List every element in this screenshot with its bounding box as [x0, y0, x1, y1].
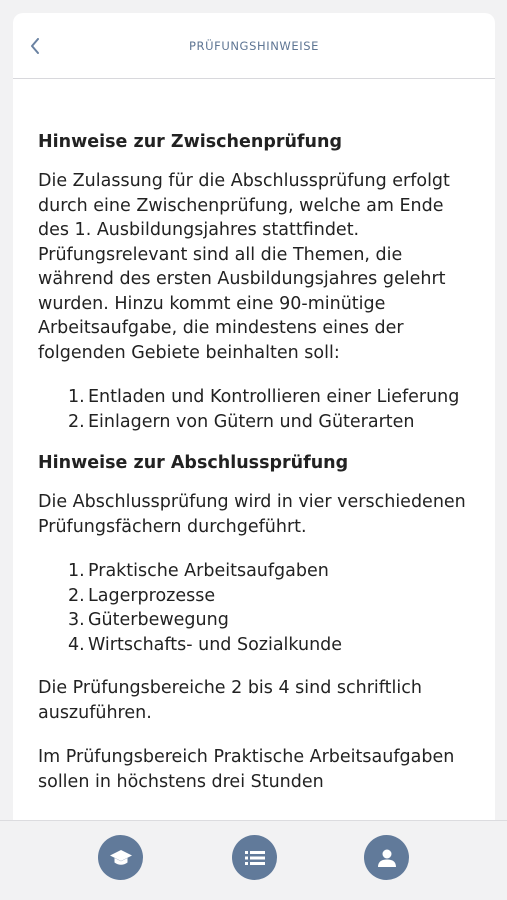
list-icon — [245, 850, 265, 866]
section-paragraph: Die Prüfungsbereiche 2 bis 4 sind schriftlich auszuführen. — [38, 678, 422, 723]
section-paragraph: Die Abschlussprüfung wird in vier verschiedenen Prüfungsfächern durchgeführt. — [38, 492, 466, 537]
chevron-left-icon — [30, 38, 40, 54]
list-item — [68, 385, 470, 410]
list-text: Praktische Arbeitsaufgaben — [88, 561, 329, 581]
list-text: Wirtschafts- und Sozialkunde — [88, 634, 343, 655]
list-item — [68, 410, 470, 435]
list-text: Lagerprozesse — [88, 585, 216, 606]
list-number: 2. — [68, 411, 85, 432]
list-text: Entladen und Kontrollieren einer Lieferung — [88, 387, 460, 407]
nav-button-profile[interactable] — [364, 835, 409, 880]
list-number: 1. — [68, 387, 85, 407]
section-heading-abschlusspruefung: Hinweise zur Abschlussprüfung — [38, 453, 349, 473]
ordered-list — [38, 559, 470, 657]
graduation-cap-icon — [109, 846, 133, 870]
list-item — [68, 559, 470, 584]
scroll-content[interactable] — [13, 79, 495, 794]
nav-button-list[interactable] — [232, 835, 277, 880]
list-number: 4. — [68, 634, 85, 655]
section-heading-zwischenpruefung: Hinweise zur Zwischenprüfung — [38, 132, 342, 152]
content-card — [13, 13, 495, 900]
list-number: 1. — [68, 561, 85, 581]
list-number: 3. — [68, 610, 85, 630]
list-item — [68, 584, 470, 609]
list-text: Einlagern von Gütern und Güterarten — [88, 411, 415, 432]
header-bar — [13, 13, 495, 79]
section-paragraph: Die Zulassung für die Abschlussprüfung erfolgt durch eine Zwischenprüfung, welche am Ende des 1. Ausbildungsjahres stattfindet. Prüfungsrelevant sind all die Themen, die während des ersten Ausbildungsjahres gelehrt wurden. Hinzu kommt eine 90-minütige Arbeitsaufgabe, die mindestens eines der folgenden Gebiete beinhalten soll: — [38, 171, 450, 363]
person-icon — [377, 848, 397, 868]
list-text: Güterbewegung — [88, 610, 229, 630]
list-number: 2. — [68, 585, 85, 606]
nav-button-education[interactable] — [98, 835, 143, 880]
list-item — [68, 608, 470, 633]
back-button[interactable] — [25, 34, 45, 58]
ordered-list — [38, 385, 470, 434]
page-title: PRÜFUNGSHINWEISE — [188, 38, 320, 53]
bottom-nav — [0, 820, 507, 900]
section-paragraph: Im Prüfungsbereich Praktische Arbeitsaufgaben sollen in höchstens drei Stunden — [38, 747, 455, 792]
list-item — [68, 633, 470, 658]
